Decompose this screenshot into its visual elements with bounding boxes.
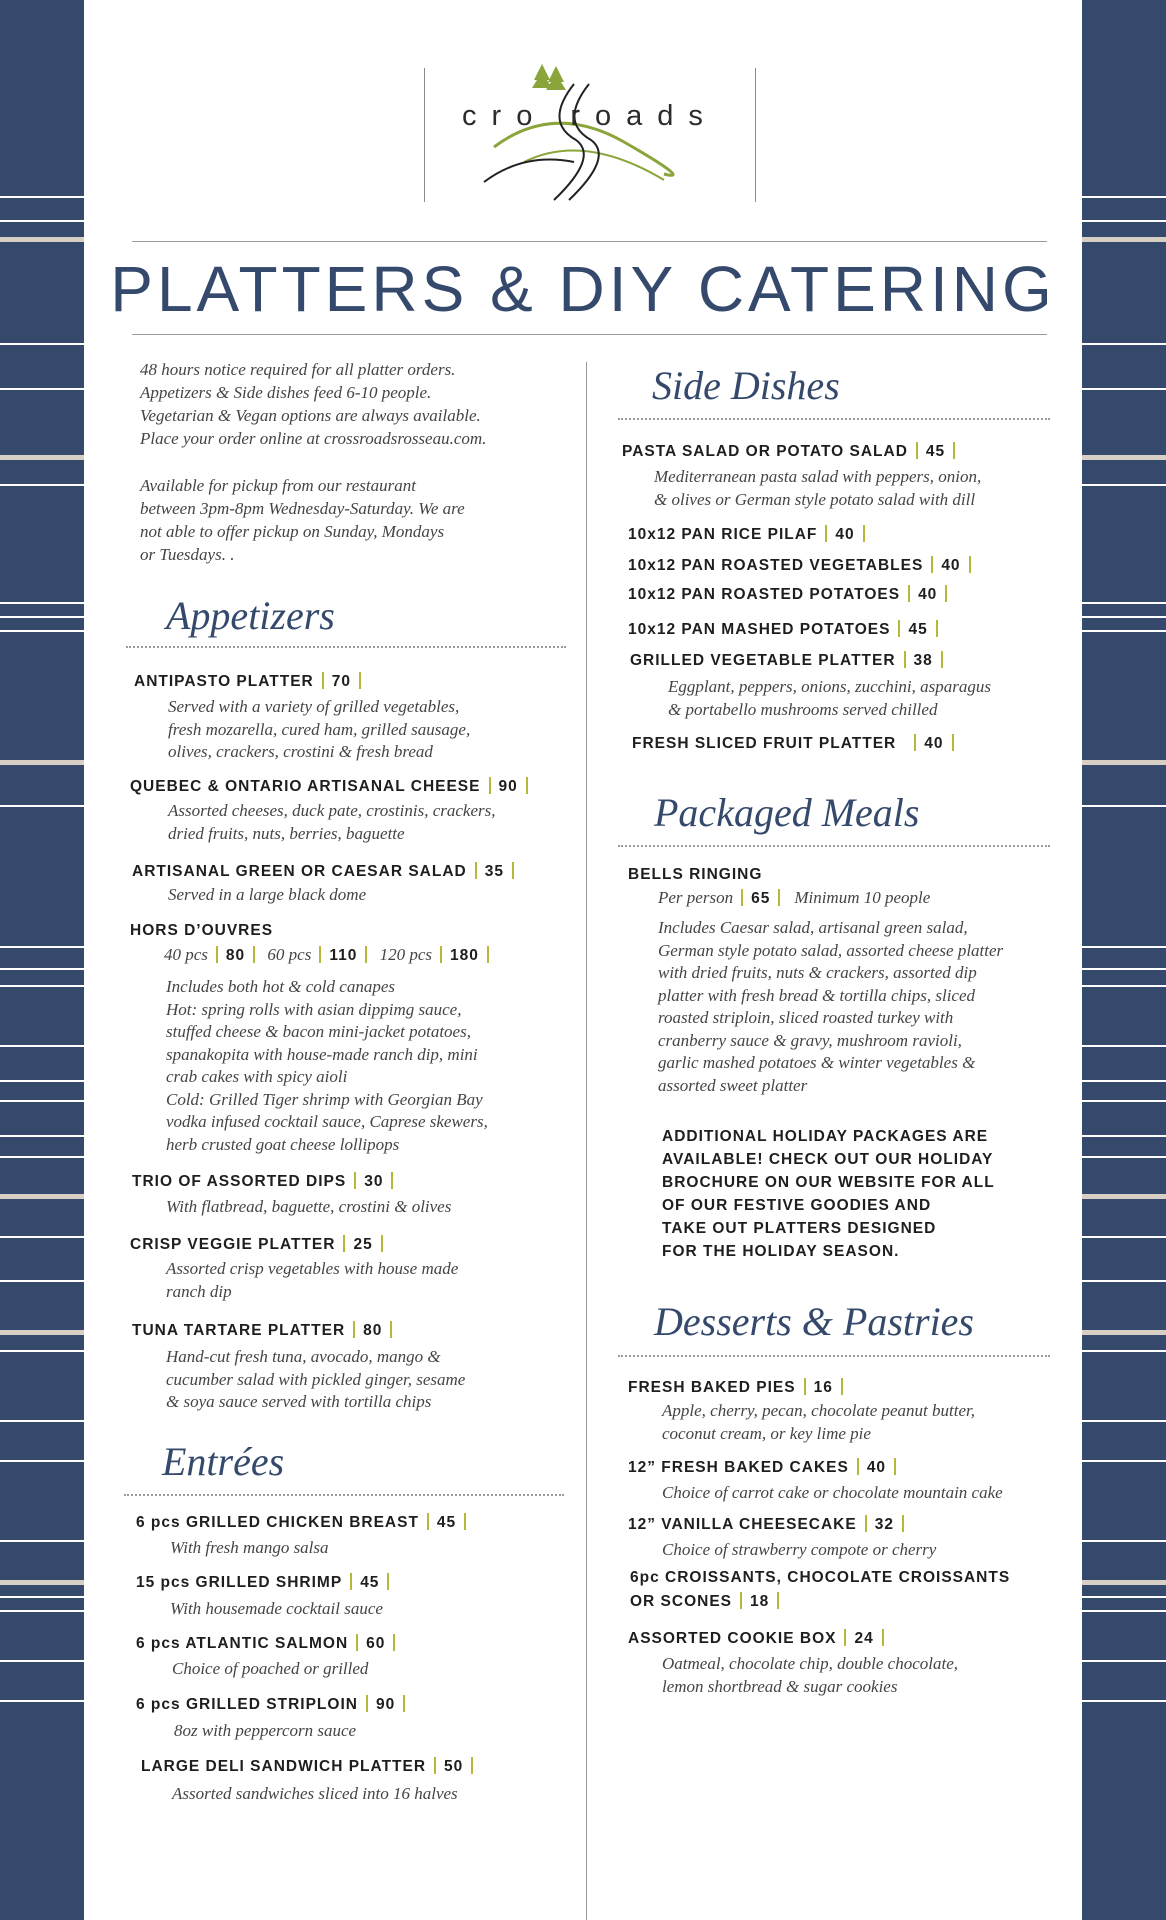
item-description: Mediterranean pasta salad with peppers, onion, & olives or German style potato salad with dill <box>654 467 982 509</box>
menu-item-dips: TRIO OF ASSORTED DIPS 30 <box>132 1172 401 1191</box>
menu-item-veggie: CRISP VEGGIE PLATTER 25 <box>130 1235 391 1254</box>
intro-paragraph-1: 48 hours notice required for all platter orders. Appetizers & Side dishes feed 6-10 people. Vegetarian & Vegan options are always available. Place your order online at crossroadsrosseau.com. <box>140 360 487 448</box>
menu-item-tuna: TUNA TARTARE PLATTER 80 <box>132 1321 400 1340</box>
column-divider <box>586 362 587 1920</box>
item-description: Eggplant, peppers, onions, zucchini, asparagus & portabello mushrooms served chilled <box>668 677 991 719</box>
menu-item-cheese: QUEBEC & ONTARIO ARTISANAL CHEESE 90 <box>130 777 536 796</box>
holiday-packages-note: ADDITIONAL HOLIDAY PACKAGES ARE AVAILABLE! CHECK OUT OUR HOLIDAY BROCHURE ON OUR WEBSITE FOR ALL OF OUR FESTIVE GOODIES AND TAKE OUT PLATTERS DESIGNED FOR THE HOLIDAY SEASON. <box>662 1128 995 1260</box>
item-description: Oatmeal, chocolate chip, double chocolate, lemon shortbread & sugar cookies <box>662 1654 958 1696</box>
item-description: Choice of carrot cake or chocolate mountain cake <box>662 1483 1003 1502</box>
packaged-meals-divider <box>618 845 1050 847</box>
page-title: PLATTERS & DIY CATERING <box>110 253 1056 325</box>
menu-item-croissants-line-2: OR SCONES 18 <box>630 1592 787 1611</box>
desserts-heading: Desserts & Pastries <box>654 1299 974 1344</box>
item-description: Apple, cherry, pecan, chocolate peanut butter, coconut cream, or key lime pie <box>662 1401 975 1443</box>
side-dishes-heading: Side Dishes <box>652 363 840 408</box>
menu-item-bells-ringing: BELLS RINGING <box>628 866 763 883</box>
menu-sheet <box>84 0 1082 1920</box>
menu-item-salad: ARTISANAL GREEN OR CAESAR SALAD 35 <box>132 862 522 881</box>
item-description: With flatbread, baguette, crostini & olives <box>166 1197 452 1216</box>
menu-item-grilled-vegetable: GRILLED VEGETABLE PLATTER 38 <box>630 651 951 670</box>
logo <box>424 62 756 204</box>
item-description: Assorted crisp vegetables with house made ranch dip <box>166 1259 459 1301</box>
title-rule-bottom <box>132 334 1047 335</box>
menu-item-cookie-box: ASSORTED COOKIE BOX 24 <box>628 1629 892 1648</box>
hors-doeuvres-sizes: 40 pcs 80 60 pcs 110 120 pcs 180 <box>164 945 497 965</box>
menu-item-roasted-potatoes: 10x12 PAN ROASTED POTATOES 40 <box>628 585 955 604</box>
desserts-divider <box>618 1355 1050 1357</box>
menu-item-salmon: 6 pcs ATLANTIC SALMON 60 <box>136 1634 403 1653</box>
item-description: Hand-cut fresh tuna, avocado, mango & cucumber salad with pickled ginger, sesame & soya sauce served with tortilla chips <box>166 1347 466 1411</box>
item-description: With housemade cocktail sauce <box>170 1599 383 1618</box>
item-description: Choice of strawberry compote or cherry <box>662 1540 937 1559</box>
item-description: Choice of poached or grilled <box>172 1659 369 1678</box>
menu-item-hors-doeuvres: HORS D’OUVRES <box>130 922 274 939</box>
right-border <box>1082 0 1166 1920</box>
left-border <box>0 0 84 1920</box>
menu-item-cheesecake: 12” VANILLA CHEESECAKE 32 <box>628 1515 912 1534</box>
appetizers-divider <box>126 646 566 648</box>
menu-item-antipasto: ANTIPASTO PLATTER 70 <box>134 672 369 691</box>
menu-item-mashed-potatoes: 10x12 PAN MASHED POTATOES 45 <box>628 620 946 639</box>
item-description: Includes Caesar salad, artisanal green salad, German style potato salad, assorted cheese platter with dried fruits, nuts & crackers, assorted dip platter with fresh bread & tortilla chips, sliced roasted striploin, sliced roasted turkey with cranberry sauce & gravy, mushroom ravioli, garlic mashed potatoes & winter vegetables & assorted sweet platter <box>658 918 1004 1095</box>
side-dishes-divider <box>618 418 1050 420</box>
menu-item-roasted-vegetables: 10x12 PAN ROASTED VEGETABLES 40 <box>628 556 979 575</box>
menu-item-fruit-platter: FRESH SLICED FRUIT PLATTER 40 <box>632 734 962 753</box>
entrees-divider <box>124 1494 564 1496</box>
entrees-heading: Entrées <box>162 1439 285 1484</box>
title-rule-top <box>132 241 1047 242</box>
menu-item-shrimp: 15 pcs GRILLED SHRIMP 45 <box>136 1573 397 1592</box>
appetizers-heading: Appetizers <box>166 593 335 638</box>
menu-item-cakes: 12” FRESH BAKED CAKES 40 <box>628 1458 904 1477</box>
item-description: 8oz with peppercorn sauce <box>174 1721 357 1740</box>
bells-ringing-pricing: Per person 65 Minimum 10 people <box>658 888 931 907</box>
item-description: Assorted sandwiches sliced into 16 halves <box>172 1784 458 1803</box>
menu-item-pies: FRESH BAKED PIES 16 <box>628 1378 851 1397</box>
packaged-meals-heading: Packaged Meals <box>654 790 920 835</box>
menu-item-pasta-salad: PASTA SALAD OR POTATO SALAD 45 <box>622 442 963 461</box>
logo-wordmark: cro roads <box>462 100 718 132</box>
menu-item-croissants: 6pc CROISSANTS, CHOCOLATE CROISSANTS <box>630 1569 1011 1586</box>
intro-paragraph-2: Available for pickup from our restaurant between 3pm-8pm Wednesday-Saturday. We are not able to offer pickup on Sunday, Mondays or Tuesdays. . <box>140 476 465 564</box>
menu-item-chicken: 6 pcs GRILLED CHICKEN BREAST 45 <box>136 1513 474 1532</box>
menu-item-striploin: 6 pcs GRILLED STRIPLOIN 90 <box>136 1695 413 1714</box>
menu-item-sandwich: LARGE DELI SANDWICH PLATTER 50 <box>141 1757 481 1776</box>
item-description: Includes both hot & cold canapes Hot: spring rolls with asian dippimg sauce, stuffed cheese & bacon mini-jacket potatoes, spanakopita with house-made ranch dip, mini crab cakes with spicy aioli Cold: Grilled Tiger shrimp with Georgian Bay vodka infused cocktail sauce, Caprese skewers, herb crusted goat cheese lollipops <box>166 977 488 1154</box>
item-description: With fresh mango salsa <box>170 1538 329 1557</box>
crossroads-logo-graphic <box>464 62 724 204</box>
item-description: Served with a variety of grilled vegetables, fresh mozarella, cured ham, grilled sausage, olives, crackers, crostini & fresh bread <box>168 697 471 761</box>
item-description: Assorted cheeses, duck pate, crostinis, crackers, dried fruits, nuts, berries, baguette <box>168 801 496 843</box>
menu-item-rice-pilaf: 10x12 PAN RICE PILAF 40 <box>628 525 873 544</box>
item-description: Served in a large black dome <box>168 885 367 904</box>
